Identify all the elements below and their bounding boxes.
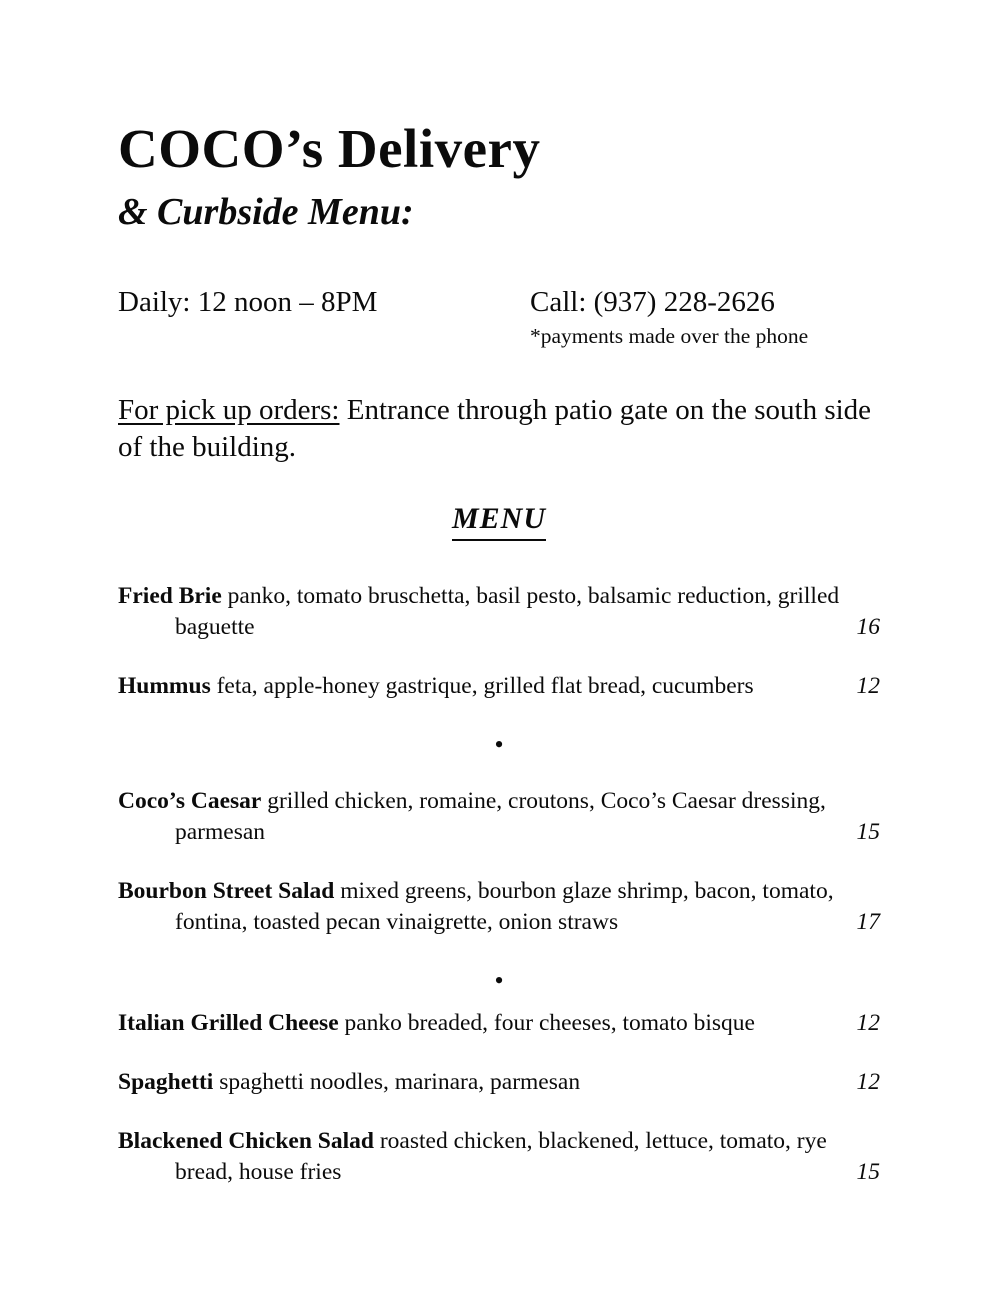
item-name: Bourbon Street Salad xyxy=(118,878,335,905)
item-price: 12 xyxy=(856,1010,880,1037)
hours-text: Daily: 12 noon – 8PM xyxy=(118,286,378,319)
item-price: 15 xyxy=(856,1159,880,1186)
menu-item-cocos-caesar xyxy=(118,786,880,848)
item-name: Fried Brie xyxy=(118,583,222,610)
item-price: 15 xyxy=(856,819,880,846)
item-name: Blackened Chicken Salad xyxy=(118,1128,374,1155)
menu-item-italian-grilled-cheese xyxy=(118,1008,880,1039)
item-price: 12 xyxy=(856,1069,880,1096)
item-description: roasted chicken, blackened, lettuce, tomato, rye bread, house fries xyxy=(175,1128,827,1186)
item-price: 16 xyxy=(856,614,880,641)
item-name: Spaghetti xyxy=(118,1069,214,1096)
item-description: panko, tomato bruschetta, basil pesto, balsamic reduction, grilled baguette xyxy=(175,583,840,641)
item-description: grilled chicken, romaine, croutons, Coco’s Caesar dressing, parmesan xyxy=(175,788,826,846)
call-block xyxy=(530,285,880,350)
item-price: 12 xyxy=(856,673,880,700)
item-name: Italian Grilled Cheese xyxy=(118,1010,339,1037)
menu-item-fried-brie xyxy=(118,581,880,643)
item-description: spaghetti noodles, marinara, parmesan xyxy=(219,1069,581,1096)
menu-heading: MENU xyxy=(452,502,546,541)
menu-item-hummus xyxy=(118,671,880,702)
item-name: Hummus xyxy=(118,673,211,700)
menu-content xyxy=(118,120,880,1188)
pickup-text: Entrance through patio gate on the south side of the building. xyxy=(118,393,872,464)
menu-item-bourbon-street-salad xyxy=(118,876,880,938)
item-description: panko breaded, four cheeses, tomato bisque xyxy=(344,1010,755,1037)
item-price: 17 xyxy=(856,909,880,936)
pickup-label: For pick up orders: xyxy=(118,393,340,426)
item-description: feta, apple-honey gastrique, grilled flat bread, cucumbers xyxy=(216,673,754,700)
item-description: mixed greens, bourbon glaze shrimp, bacon, tomato, fontina, toasted pecan vinaigrette, onion straws xyxy=(175,878,834,936)
menu-item-spaghetti xyxy=(118,1067,880,1098)
menu-item-blackened-chicken-salad xyxy=(118,1126,880,1188)
section-divider-bullet: • xyxy=(494,730,504,760)
info-row xyxy=(118,285,880,350)
page-title: COCO’s Delivery xyxy=(118,118,541,179)
menu-heading-wrap xyxy=(118,502,880,541)
payments-note: *payments made over the phone xyxy=(530,324,809,349)
pickup-instructions xyxy=(118,392,880,466)
page-subtitle: & Curbside Menu: xyxy=(118,190,414,233)
phone-text: Call: (937) 228-2626 xyxy=(530,286,775,319)
item-name: Coco’s Caesar xyxy=(118,788,262,815)
section-divider-bullet: • xyxy=(494,966,504,996)
